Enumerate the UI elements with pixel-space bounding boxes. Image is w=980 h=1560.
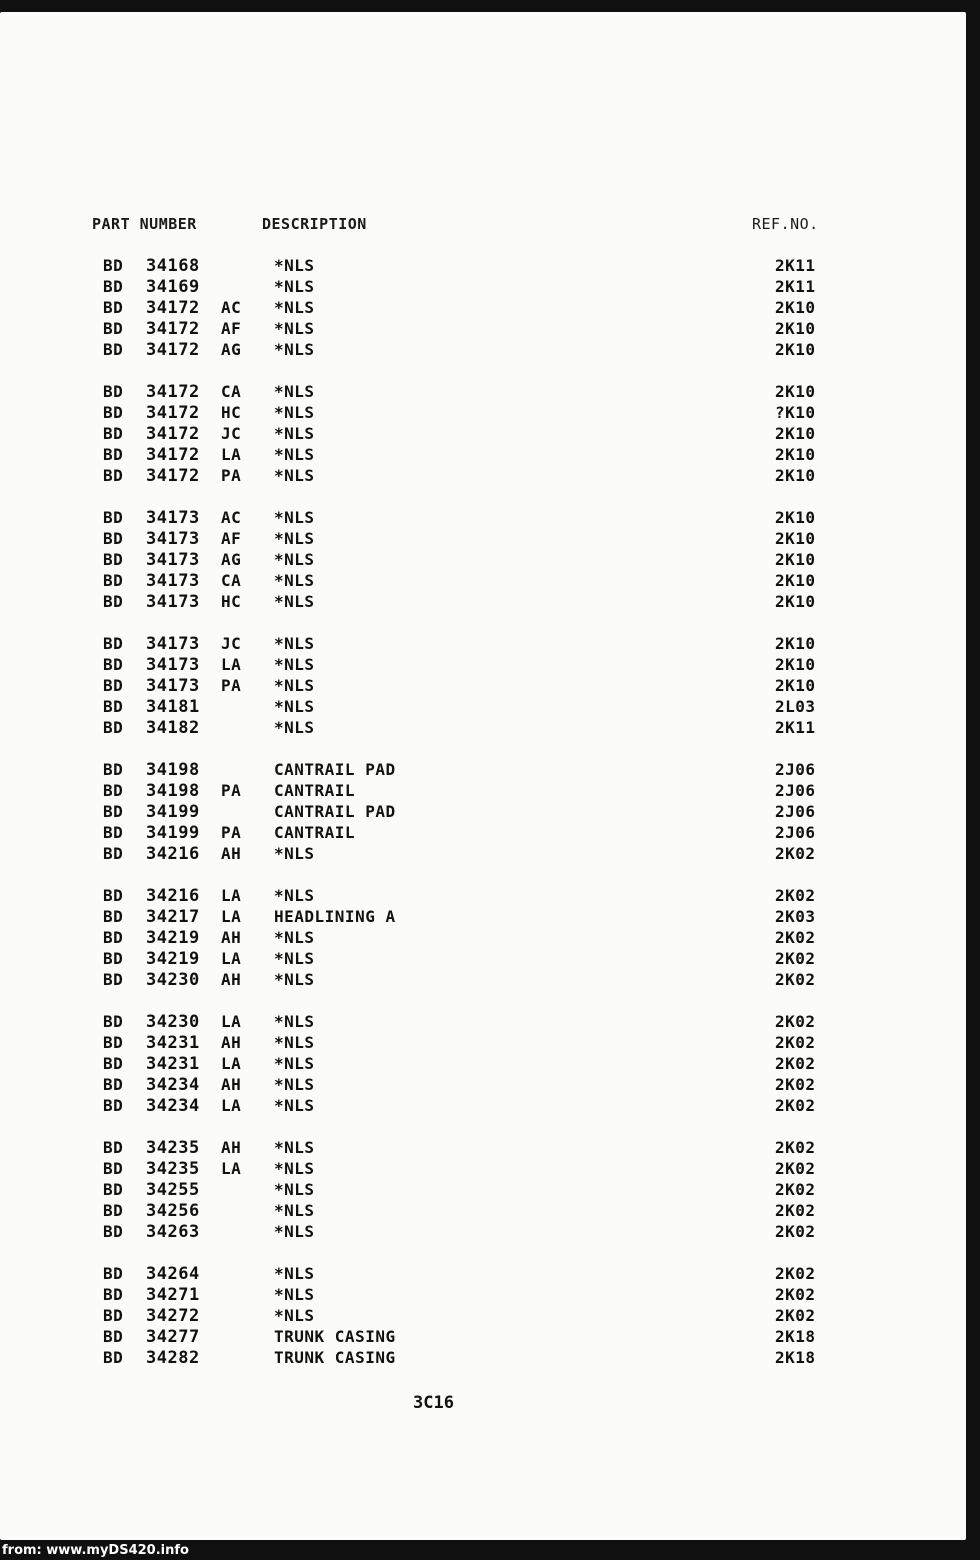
part-suffix: LA [221, 445, 242, 464]
ref-number: 2K10 [775, 298, 816, 317]
page-number: 3C16 [413, 1393, 454, 1413]
part-description: CANTRAIL PAD [274, 760, 396, 779]
ref-number: 2K18 [775, 1327, 816, 1346]
part-description: *NLS [274, 382, 315, 401]
part-prefix: BD [103, 844, 124, 863]
part-number: 34172 [146, 340, 200, 360]
part-suffix: AH [221, 970, 242, 989]
ref-number: 2J06 [775, 781, 816, 800]
group-spacer [0, 1243, 966, 1264]
part-description: *NLS [274, 655, 315, 674]
part-description: *NLS [274, 529, 315, 548]
part-prefix: BD [103, 949, 124, 968]
part-prefix: BD [103, 1201, 124, 1220]
part-description: *NLS [274, 718, 315, 737]
part-number: 34172 [146, 424, 200, 444]
part-prefix: BD [103, 1348, 124, 1367]
part-number: 34173 [146, 655, 200, 675]
part-number: 34172 [146, 403, 200, 423]
part-number: 34198 [146, 781, 200, 801]
ref-number: 2K10 [775, 550, 816, 569]
part-description: *NLS [274, 970, 315, 989]
ref-number: 2K02 [775, 1033, 816, 1052]
part-description: TRUNK CASING [274, 1348, 396, 1367]
part-prefix: BD [103, 907, 124, 926]
part-description: *NLS [274, 298, 315, 317]
table-row [0, 1348, 966, 1369]
table-row [0, 928, 966, 949]
part-suffix: AH [221, 1075, 242, 1094]
ref-number: 2K02 [775, 1054, 816, 1073]
part-description: *NLS [274, 928, 315, 947]
part-prefix: BD [103, 928, 124, 947]
part-description: *NLS [274, 949, 315, 968]
ref-number: 2K11 [775, 256, 816, 275]
part-prefix: BD [103, 823, 124, 842]
ref-number: ?K10 [775, 403, 816, 422]
group-spacer [0, 739, 966, 760]
part-prefix: BD [103, 1012, 124, 1031]
group-spacer [0, 613, 966, 634]
part-description: *NLS [274, 1180, 315, 1199]
part-description: *NLS [274, 424, 315, 443]
part-prefix: BD [103, 697, 124, 716]
part-suffix: LA [221, 1096, 242, 1115]
part-description: *NLS [274, 592, 315, 611]
table-row [0, 571, 966, 592]
ref-number: 2K02 [775, 1264, 816, 1283]
part-suffix: AC [221, 508, 242, 527]
part-number: 34230 [146, 970, 200, 990]
part-prefix: BD [103, 403, 124, 422]
ref-number: 2K02 [775, 1096, 816, 1115]
part-number: 34256 [146, 1201, 200, 1221]
ref-number: 2K10 [775, 508, 816, 527]
part-prefix: BD [103, 445, 124, 464]
part-number: 34217 [146, 907, 200, 927]
part-description: *NLS [274, 508, 315, 527]
ref-number: 2K02 [775, 949, 816, 968]
ref-number: 2J06 [775, 823, 816, 842]
part-prefix: BD [103, 277, 124, 296]
ref-number: 2K02 [775, 1201, 816, 1220]
part-prefix: BD [103, 781, 124, 800]
part-number: 34168 [146, 256, 200, 276]
part-number: 34234 [146, 1075, 200, 1095]
part-number: 34219 [146, 949, 200, 969]
part-suffix: LA [221, 949, 242, 968]
part-number: 34173 [146, 550, 200, 570]
part-suffix: PA [221, 466, 242, 485]
part-description: *NLS [274, 1012, 315, 1031]
part-suffix: LA [221, 655, 242, 674]
table-row [0, 907, 966, 928]
table-row [0, 466, 966, 487]
part-suffix: AH [221, 844, 242, 863]
part-number: 34255 [146, 1180, 200, 1200]
part-description: *NLS [274, 697, 315, 716]
ref-number: 2J06 [775, 760, 816, 779]
ref-number: 2K10 [775, 445, 816, 464]
part-description: *NLS [274, 1264, 315, 1283]
description-header: DESCRIPTION [262, 215, 367, 233]
part-number: 34216 [146, 886, 200, 906]
table-row [0, 802, 966, 823]
part-number: 34181 [146, 697, 200, 717]
part-number: 34216 [146, 844, 200, 864]
ref-number: 2K10 [775, 466, 816, 485]
part-number: 34182 [146, 718, 200, 738]
ref-number: 2L03 [775, 697, 816, 716]
source-footer: from: www.myDS420.info [2, 1543, 189, 1558]
part-description: *NLS [274, 1096, 315, 1115]
table-row [0, 508, 966, 529]
part-description: *NLS [274, 886, 315, 905]
table-row [0, 844, 966, 865]
table-row [0, 1327, 966, 1348]
table-row [0, 382, 966, 403]
part-suffix: PA [221, 676, 242, 695]
part-suffix: AC [221, 298, 242, 317]
ref-number: 2K02 [775, 1306, 816, 1325]
part-suffix: LA [221, 1159, 242, 1178]
part-prefix: BD [103, 718, 124, 737]
table-row [0, 697, 966, 718]
part-suffix: JC [221, 424, 242, 443]
part-prefix: BD [103, 676, 124, 695]
part-prefix: BD [103, 592, 124, 611]
ref-number: 2K10 [775, 634, 816, 653]
part-number: 34199 [146, 823, 200, 843]
part-number: 34199 [146, 802, 200, 822]
group-spacer [0, 361, 966, 382]
part-suffix: AH [221, 1138, 242, 1157]
part-description: *NLS [274, 676, 315, 695]
part-description: TRUNK CASING [274, 1327, 396, 1346]
part-number: 34172 [146, 466, 200, 486]
part-suffix: CA [221, 382, 242, 401]
part-suffix: PA [221, 781, 242, 800]
part-description: CANTRAIL PAD [274, 802, 396, 821]
part-prefix: BD [103, 655, 124, 674]
part-prefix: BD [103, 466, 124, 485]
part-suffix: AF [221, 319, 242, 338]
parts-list [0, 256, 966, 1369]
part-prefix: BD [103, 760, 124, 779]
part-suffix: LA [221, 907, 242, 926]
ref-number: 2K10 [775, 424, 816, 443]
part-number: 34282 [146, 1348, 200, 1368]
ref-number: 2K03 [775, 907, 816, 926]
part-prefix: BD [103, 1096, 124, 1115]
part-prefix: BD [103, 1159, 124, 1178]
part-description: *NLS [274, 340, 315, 359]
table-row [0, 1096, 966, 1117]
table-row [0, 592, 966, 613]
part-prefix: BD [103, 319, 124, 338]
part-number: 34173 [146, 571, 200, 591]
part-number-header: PART NUMBER [92, 215, 197, 233]
part-description: *NLS [274, 277, 315, 296]
part-prefix: BD [103, 550, 124, 569]
part-number: 34173 [146, 634, 200, 654]
part-number: 34230 [146, 1012, 200, 1032]
ref-number: 2K10 [775, 340, 816, 359]
ref-number: 2K10 [775, 676, 816, 695]
ref-number: 2K02 [775, 1222, 816, 1241]
part-description: *NLS [274, 1075, 315, 1094]
part-suffix: AH [221, 928, 242, 947]
part-description: *NLS [274, 1285, 315, 1304]
ref-number: 2K02 [775, 1180, 816, 1199]
part-number: 34235 [146, 1159, 200, 1179]
part-number: 34231 [146, 1054, 200, 1074]
part-number: 34172 [146, 319, 200, 339]
part-description: *NLS [274, 1306, 315, 1325]
part-prefix: BD [103, 1075, 124, 1094]
part-prefix: BD [103, 634, 124, 653]
group-spacer [0, 991, 966, 1012]
group-spacer [0, 865, 966, 886]
table-row [0, 445, 966, 466]
table-row [0, 424, 966, 445]
part-number: 34271 [146, 1285, 200, 1305]
part-number: 34173 [146, 508, 200, 528]
part-prefix: BD [103, 1033, 124, 1052]
table-row [0, 550, 966, 571]
part-prefix: BD [103, 382, 124, 401]
table-row [0, 949, 966, 970]
ref-number: 2K10 [775, 382, 816, 401]
part-number: 34264 [146, 1264, 200, 1284]
group-spacer [0, 487, 966, 508]
part-number: 34173 [146, 676, 200, 696]
part-description: *NLS [274, 1054, 315, 1073]
part-description: *NLS [274, 1159, 315, 1178]
part-number: 34219 [146, 928, 200, 948]
ref-number: 2K02 [775, 1012, 816, 1031]
ref-number: 2K02 [775, 1138, 816, 1157]
part-prefix: BD [103, 529, 124, 548]
table-row [0, 1012, 966, 1033]
part-prefix: BD [103, 802, 124, 821]
ref-number: 2K10 [775, 319, 816, 338]
document-page [0, 12, 966, 1540]
table-row [0, 256, 966, 277]
part-suffix: CA [221, 571, 242, 590]
table-row [0, 1285, 966, 1306]
part-suffix: LA [221, 1012, 242, 1031]
table-row [0, 403, 966, 424]
part-description: *NLS [274, 550, 315, 569]
table-row [0, 1222, 966, 1243]
part-description: *NLS [274, 1138, 315, 1157]
table-row [0, 319, 966, 340]
ref-number: 2K02 [775, 886, 816, 905]
part-prefix: BD [103, 970, 124, 989]
part-prefix: BD [103, 256, 124, 275]
part-description: HEADLINING A [274, 907, 396, 926]
table-row [0, 1138, 966, 1159]
table-row [0, 1180, 966, 1201]
part-prefix: BD [103, 1264, 124, 1283]
part-description: *NLS [274, 403, 315, 422]
table-row [0, 823, 966, 844]
part-description: CANTRAIL [274, 781, 356, 800]
table-row [0, 1159, 966, 1180]
ref-number: 2K02 [775, 970, 816, 989]
part-description: *NLS [274, 1201, 315, 1220]
ref-number: 2K10 [775, 571, 816, 590]
ref-number: 2J06 [775, 802, 816, 821]
table-row [0, 886, 966, 907]
part-number: 34172 [146, 382, 200, 402]
part-suffix: HC [221, 592, 242, 611]
part-number: 34263 [146, 1222, 200, 1242]
ref-number: 2K10 [775, 592, 816, 611]
part-prefix: BD [103, 1222, 124, 1241]
part-suffix: AF [221, 529, 242, 548]
part-number: 34235 [146, 1138, 200, 1158]
part-description: *NLS [274, 844, 315, 863]
part-description: *NLS [274, 571, 315, 590]
part-description: *NLS [274, 256, 315, 275]
part-prefix: BD [103, 508, 124, 527]
ref-number: 2K02 [775, 1285, 816, 1304]
part-prefix: BD [103, 298, 124, 317]
table-row [0, 529, 966, 550]
table-row [0, 760, 966, 781]
table-row [0, 1033, 966, 1054]
ref-number: 2K02 [775, 1159, 816, 1178]
part-description: *NLS [274, 1033, 315, 1052]
table-row [0, 634, 966, 655]
table-row [0, 1306, 966, 1327]
part-prefix: BD [103, 340, 124, 359]
part-number: 34234 [146, 1096, 200, 1116]
part-description: *NLS [274, 1222, 315, 1241]
table-row [0, 1054, 966, 1075]
ref-number: 2K11 [775, 718, 816, 737]
part-number: 34272 [146, 1306, 200, 1326]
part-number: 34198 [146, 760, 200, 780]
part-suffix: AG [221, 340, 242, 359]
table-row [0, 676, 966, 697]
part-description: *NLS [274, 445, 315, 464]
ref-no-header: REF.NO. [752, 215, 819, 233]
part-suffix: AG [221, 550, 242, 569]
part-suffix: JC [221, 634, 242, 653]
ref-number: 2K10 [775, 529, 816, 548]
table-row [0, 970, 966, 991]
part-number: 34277 [146, 1327, 200, 1347]
part-number: 34173 [146, 529, 200, 549]
table-row [0, 340, 966, 361]
part-number: 34169 [146, 277, 200, 297]
part-prefix: BD [103, 1285, 124, 1304]
part-prefix: BD [103, 1306, 124, 1325]
part-prefix: BD [103, 1054, 124, 1073]
table-row [0, 1075, 966, 1096]
ref-number: 2K02 [775, 844, 816, 863]
part-number: 34231 [146, 1033, 200, 1053]
part-prefix: BD [103, 1180, 124, 1199]
ref-number: 2K02 [775, 928, 816, 947]
table-row [0, 1201, 966, 1222]
table-row [0, 718, 966, 739]
part-prefix: BD [103, 1138, 124, 1157]
ref-number: 2K02 [775, 1075, 816, 1094]
part-suffix: AH [221, 1033, 242, 1052]
table-row [0, 1264, 966, 1285]
table-row [0, 298, 966, 319]
part-suffix: PA [221, 823, 242, 842]
part-description: *NLS [274, 466, 315, 485]
part-description: *NLS [274, 634, 315, 653]
part-suffix: HC [221, 403, 242, 422]
part-prefix: BD [103, 424, 124, 443]
table-row [0, 277, 966, 298]
part-prefix: BD [103, 886, 124, 905]
part-number: 34173 [146, 592, 200, 612]
part-suffix: LA [221, 886, 242, 905]
part-number: 34172 [146, 298, 200, 318]
group-spacer [0, 1117, 966, 1138]
part-number: 34172 [146, 445, 200, 465]
ref-number: 2K18 [775, 1348, 816, 1367]
part-description: CANTRAIL [274, 823, 356, 842]
part-suffix: LA [221, 1054, 242, 1073]
ref-number: 2K10 [775, 655, 816, 674]
ref-number: 2K11 [775, 277, 816, 296]
part-description: *NLS [274, 319, 315, 338]
table-row [0, 781, 966, 802]
part-prefix: BD [103, 1327, 124, 1346]
table-row [0, 655, 966, 676]
part-prefix: BD [103, 571, 124, 590]
